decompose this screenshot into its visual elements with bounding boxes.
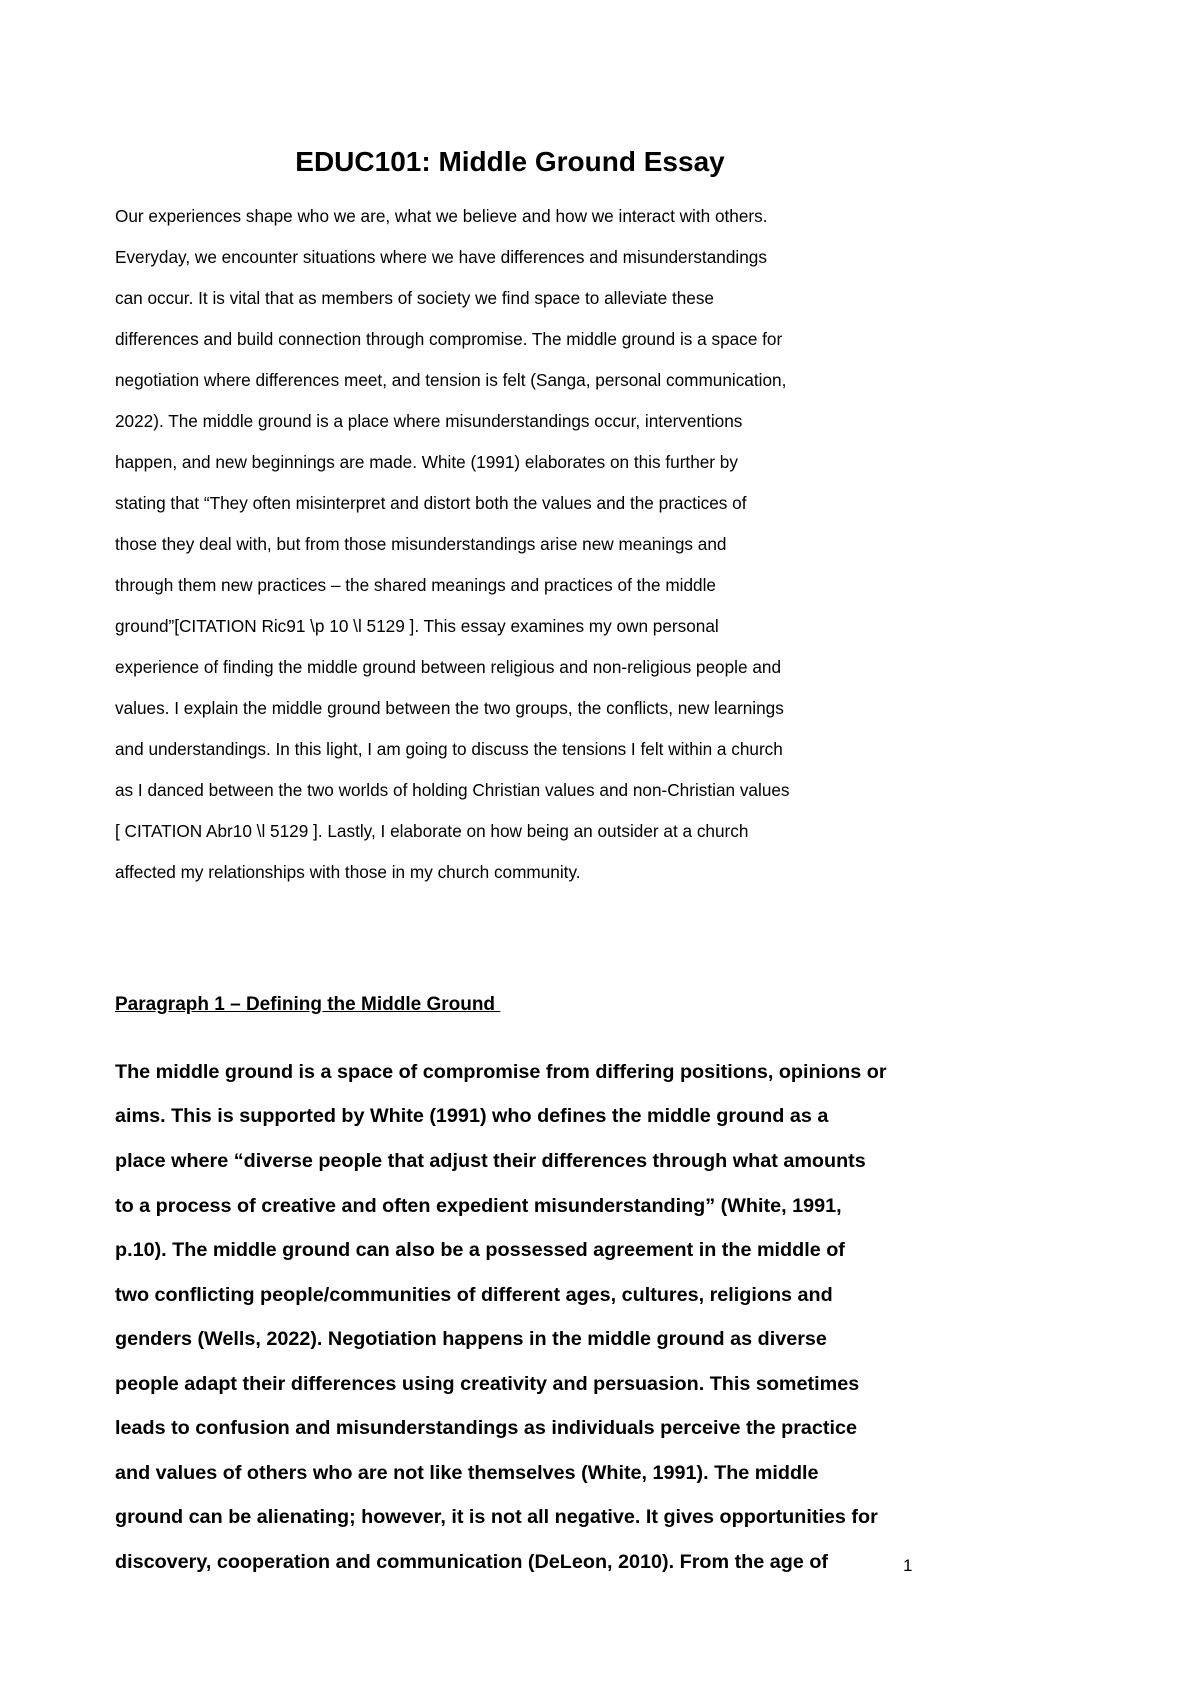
intro-line: [ CITATION Abr10 \l 5129 ]. Lastly, I elaborate on how being an outsider at a church — [115, 821, 749, 841]
body-line: leads to confusion and misunderstandings as individuals perceive the practice — [115, 1417, 857, 1439]
body-line: ground can be alienating; however, it is not all negative. It gives opportunities for — [115, 1506, 878, 1528]
body-line: place where “diverse people that adjust their differences through what amounts — [115, 1150, 866, 1172]
intro-line: affected my relationships with those in my church community. — [115, 862, 581, 882]
intro-line: as I danced between the two worlds of holding Christian values and non-Christian values — [115, 780, 790, 800]
body-line: to a process of creative and often expedient misunderstanding” (White, 1991, — [115, 1195, 842, 1217]
intro-line: values. I explain the middle ground between the two groups, the conflicts, new learnings — [115, 698, 784, 718]
intro-line: those they deal with, but from those misunderstandings arise new meanings and — [115, 534, 727, 554]
body-line: p.10). The middle ground can also be a possessed agreement in the middle of — [115, 1239, 845, 1261]
intro-line: ground”[CITATION Ric91 \p 10 \l 5129 ]. This essay examines my own personal — [115, 616, 719, 636]
intro-line: can occur. It is vital that as members of society we find space to alleviate these — [115, 288, 714, 308]
intro-line: negotiation where differences meet, and tension is felt (Sanga, personal communication, — [115, 370, 787, 390]
body-line: and values of others who are not like themselves (White, 1991). The middle — [115, 1462, 819, 1484]
intro-line: experience of finding the middle ground between religious and non-religious people and — [115, 657, 781, 677]
body-line: The middle ground is a space of compromise from differing positions, opinions or — [115, 1061, 887, 1083]
body-line: genders (Wells, 2022). Negotiation happens in the middle ground as diverse — [115, 1328, 827, 1350]
intro-line: Everyday, we encounter situations where we have differences and misunderstandings — [115, 247, 767, 267]
body-line: two conflicting people/communities of different ages, cultures, religions and — [115, 1284, 833, 1306]
intro-line: through them new practices – the shared meanings and practices of the middle — [115, 575, 716, 595]
intro-line: 2022). The middle ground is a place where misunderstandings occur, interventions — [115, 411, 743, 431]
section-heading: Paragraph 1 – Defining the Middle Ground — [115, 994, 501, 1015]
body-line: discovery, cooperation and communication (DeLeon, 2010). From the age of — [115, 1551, 828, 1573]
page-number: 1 — [903, 1556, 913, 1575]
body-line: aims. This is supported by White (1991) who defines the middle ground as a — [115, 1105, 829, 1127]
intro-line: differences and build connection through compromise. The middle ground is a space for — [115, 329, 783, 349]
body-line: people adapt their differences using creativity and persuasion. This sometimes — [115, 1373, 860, 1395]
intro-line: happen, and new beginnings are made. White (1991) elaborates on this further by — [115, 452, 738, 472]
intro-line: stating that “They often misinterpret and distort both the values and the practices of — [115, 493, 747, 513]
intro-line: and understandings. In this light, I am going to discuss the tensions I felt within a church — [115, 739, 783, 759]
document-title: EDUC101: Middle Ground Essay — [295, 146, 725, 177]
intro-line: Our experiences shape who we are, what we believe and how we interact with others. — [115, 206, 768, 226]
